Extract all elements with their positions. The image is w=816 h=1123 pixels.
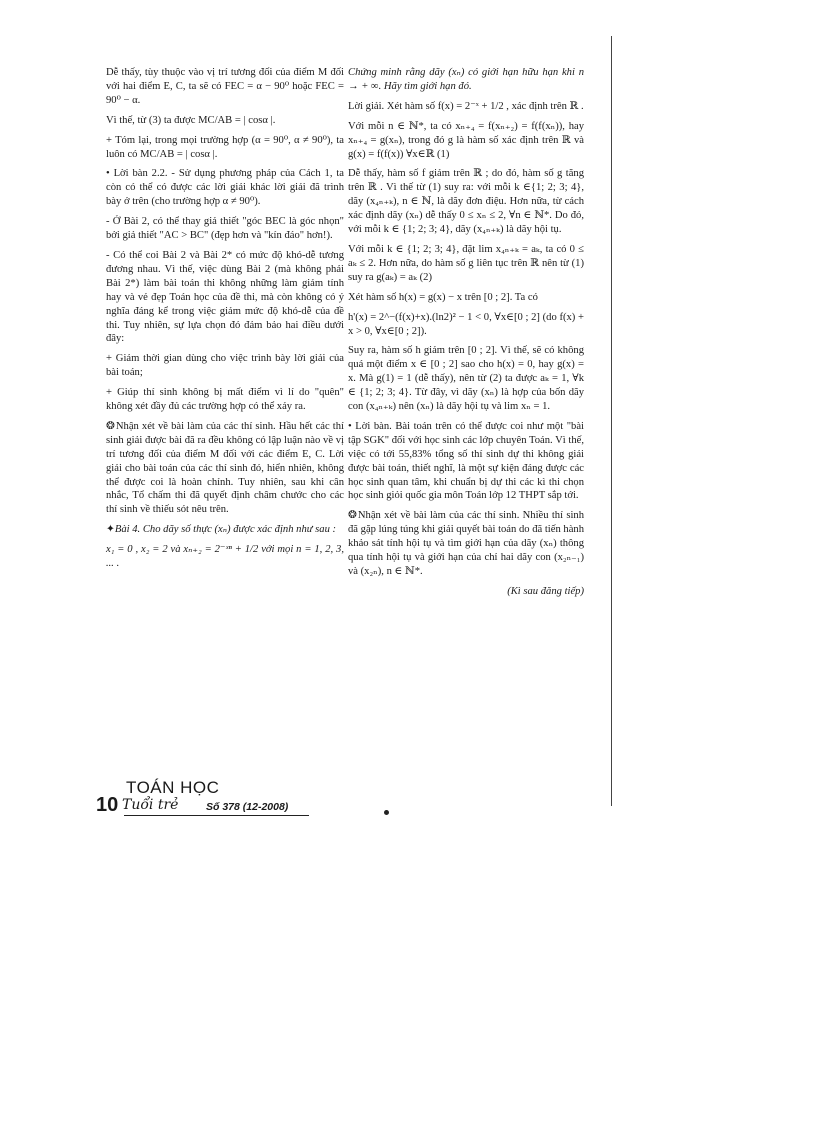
page-edge-line (611, 36, 612, 806)
solution-paragraph: Lời giải. Xét hàm số f(x) = 2⁻ˣ + 1/2 , xác định trên ℝ . (348, 100, 584, 112)
paragraph: Dễ thấy, tùy thuộc vào vị trí tương đối của điểm M đối với hai điểm E, C, ta sẽ có FEC = α − 90⁰ hoặc FEC = 90⁰ − α. (106, 67, 344, 106)
paragraph: Xét hàm số h(x) = g(x) − x trên [0 ; 2]. Ta có (348, 291, 538, 303)
magazine-title: TOÁN HỌC (126, 778, 220, 797)
paragraph: + Giảm thời gian dùng cho việc trình bày lời giải của bài toán; (106, 353, 344, 379)
problem-4-statement: ✦Bài 4. Cho dãy số thực (xₙ) được xác định như sau : (106, 523, 337, 536)
page-footer (96, 778, 316, 818)
remark-arrow-icon: ❂ (348, 509, 357, 522)
paragraph: Chứng minh rằng dãy (xₙ) có giới hạn hữu hạn khi n → + ∞. Hãy tìm giới hạn đó. (348, 67, 584, 92)
paragraph: - Có thể coi Bài 2 và Bài 2* có mức độ khó-dễ tương đương nhau. Vì thế, việc dùng Bài 2 (mà không phải Bài 2*) làm bài toán thi không những làm giảm tính hay và vẻ đẹp Toán học của đề thi, mà còn không có ý nghĩa đáng kể trong việc giảm mức độ khó-dễ của đề thi. Tuy nhiên, sự lựa chọn đó đảm bảo hai điều dưới đây: (106, 249, 344, 345)
bullet-dot (384, 810, 389, 815)
remark-heading-paragraph: ❂Nhận xét về bài làm của các thí sinh. Nhiều thí sinh đã gặp lúng túng khi giải quyết bài toán do đã tiến hành khảo sát tính hội tụ và tìm giới hạn của dãy (xₙ) thông qua tính hội tụ và giới hạn của chỉ hai dãy con (x₂ₙ₋₁) và (x₂ₙ), n ∈ ℕ*. (348, 509, 584, 577)
paragraph: Với mỗi n ∈ ℕ*, ta có xₙ₊₄ = f(xₙ₊₂) = f(f(xₙ)), hay xₙ₊₄ = g(xₙ), trong đó g là hàm số xác định trên ℝ và g(x) = f(f(x)) ∀x∈ℝ (1) (348, 120, 584, 160)
paragraph: Dễ thấy, hàm số f giảm trên ℝ ; do đó, hàm số g tăng trên ℝ . Vì thế từ (1) suy ra: với mỗi k ∈{1; 2; 3; 4}, dãy (x₄ₙ₊ₖ), n ∈ ℕ, là dãy đơn điệu. Hơn nữa, từ cách xác định dãy (xₙ) dễ thấy 0 ≤ xₙ ≤ 2, ∀n ∈ ℕ*. Do đó, với mỗi k ∈ {1; 2; 3; 4}, dãy (x₄ₙ₊ₖ) là dãy hội tụ. (348, 168, 584, 236)
remark-heading-paragraph: ❂Nhận xét về bài làm của các thí sinh. Hầu hết các thí sinh giải được bài đã ra đều không có lập luận nào về vị trí tương đối của điểm M đối với các điểm E, C. Lời giải cho bài toán của các thí sinh đó, hiển nhiên, không thể được coi là hoàn chỉnh. Tuy nhiên, sau khi cân nhắc, Tổ chấm thi đã quyết định châm chước cho các thí sinh về thiếu sót nêu trên. (106, 419, 344, 516)
right-column (348, 66, 584, 605)
paragraph: • Lời bàn 2.2. - Sử dụng phương pháp của Cách 1, ta còn có thể có được các lời giải khác lời giải đã trình bày ở trên (cho trường hợp α ≠ 90⁰). (106, 168, 344, 208)
paragraph: h'(x) = 2^−(f(x)+x).(ln2)² − 1 < 0, ∀x∈[0 ; 2] (do f(x) + x > 0, ∀x∈[0 ; 2]). (348, 311, 584, 337)
sequence-definition: x₁ = 0 , x₂ = 2 và xₙ₊₂ = 2⁻ˣⁿ + 1/2 với mọi n = 1, 2, 3, ... . (106, 544, 344, 570)
paragraph: Suy ra, hàm số h giảm trên [0 ; 2]. Vì thế, sẽ có không quá một điểm x ∈ [0 ; 2] sao cho h(x) = 0, hay g(x) = x. Mà g(1) = 1 (dễ thấy), nên từ (2) ta được aₖ = 1, ∀k ∈ {1; 2; 3; 4}. Từ đây, vì dãy (xₙ) là hợp của bốn dãy con (x₄ₙ₊ₖ) nên (xₙ) là dãy hội tụ và lim xₙ = 1. (348, 345, 584, 413)
issue-number: Số 378 (12-2008) (206, 801, 289, 813)
magazine-subtitle: Tuổi trẻ (122, 797, 179, 813)
remark-arrow-icon: ❂ (106, 419, 115, 432)
footer-rule (124, 815, 309, 816)
page-number: 10 (96, 794, 119, 816)
paragraph: Với mỗi k ∈ {1; 2; 3; 4}, đặt lim x₄ₙ₊ₖ = aₖ, ta có 0 ≤ aₖ ≤ 2. Hơn nữa, do hàm số g liên tục trên ℝ nên từ (1) suy ra g(aₖ) = aₖ (2) (348, 243, 584, 283)
paragraph: + Giúp thí sinh không bị mất điểm vì lí do "quên" không xét đầy đủ các trường hợp có thể xảy ra. (106, 387, 344, 413)
problem-marker-icon: ✦ (106, 523, 115, 536)
paragraph: + Tóm lại, trong mọi trường hợp (α = 90⁰, α ≠ 90⁰), ta luôn có MC/AB = | cosα |. (106, 134, 344, 160)
paragraph: Vì thế, từ (3) ta được MC/AB = | cosα |. (106, 114, 276, 126)
left-column (106, 66, 344, 577)
paragraph: - Ở Bài 2, có thể thay giả thiết "góc BEC là góc nhọn" bởi giả thiết "AC > BC" (đẹp hơn và "kín đáo" hơn!). (106, 216, 344, 242)
paragraph: • Lời bàn. Bài toán trên có thể được coi như một "bài tập SGK" đối với học sinh các lớp chuyên Toán. Vì thế, việc có tới 55,83% tổng số thí sinh dự thi không giải được bài toán, thiết nghĩ, là một sự kiện đáng được các học sinh quan tâm, khi chuẩn bị dự thi các kì thi chọn học sinh giỏi quốc gia môn Toán lớp 12 THPT sắp tới. (348, 420, 584, 502)
to-be-continued: (Kì sau đăng tiếp) (507, 585, 584, 597)
